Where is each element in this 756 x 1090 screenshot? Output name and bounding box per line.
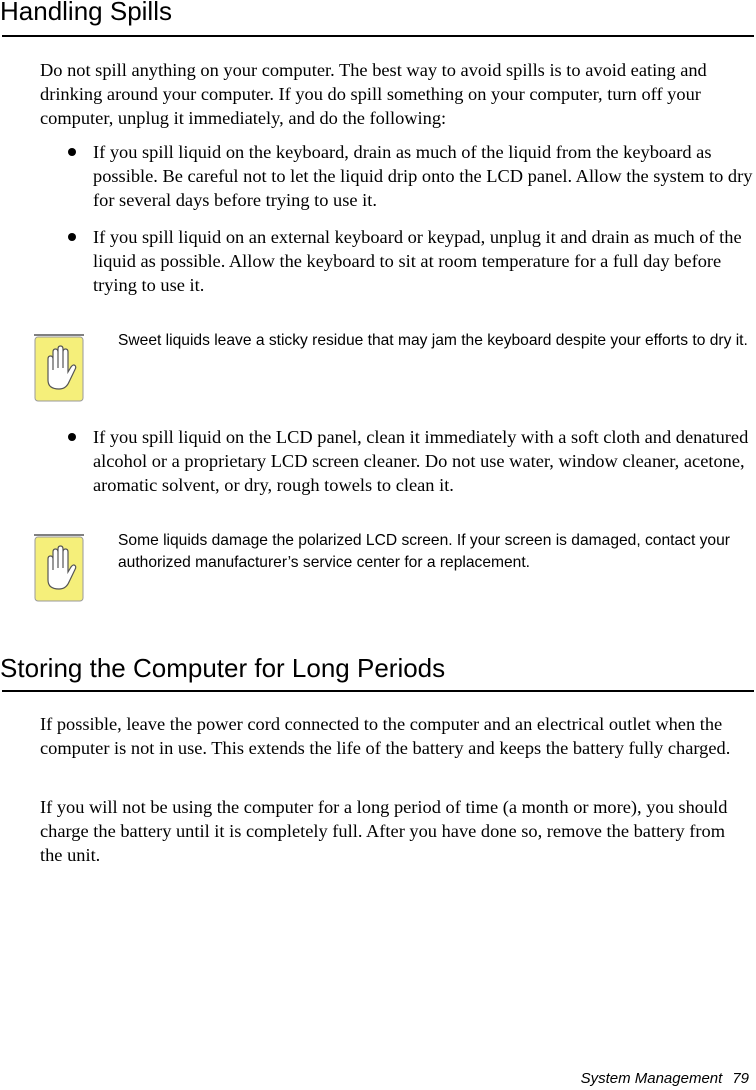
page-footer xyxy=(581,1070,749,1088)
section-title-storing-computer: Storing the Computer for Long Periods xyxy=(0,653,446,683)
paragraph: If possible, leave the power cord connected to the computer and an electrical outlet when the computer is not in use. This extends the life of the battery and keeps the battery fully charged. xyxy=(40,714,731,758)
note-text: Sweet liquids leave a sticky residue that may jam the keyboard despite your efforts to dry it. xyxy=(118,332,748,349)
section-title-handling-spills: Handling Spills xyxy=(0,0,172,26)
list-item-text: If you spill liquid on the LCD panel, clean it immediately with a soft cloth and denatured alcohol or a proprietary LCD screen cleaner. Do not use water, window cleaner, acetone, aromatic solvent, or dry, rough towels to clean it. xyxy=(93,427,749,495)
footer-section-name: System Management xyxy=(580,1070,723,1087)
section-divider xyxy=(2,35,754,37)
bullet-icon xyxy=(68,433,76,441)
bullet-icon xyxy=(68,148,76,156)
stop-hand-icon xyxy=(34,534,84,602)
section-divider xyxy=(2,690,754,692)
intro-paragraph: Do not spill anything on your computer. The best way to avoid spills is to avoid eating and drinking around your computer. If you do spill something on your computer, turn off your computer, unplug it immediately, and do the following: xyxy=(40,60,707,128)
list-item-text: If you spill liquid on the keyboard, drain as much of the liquid from the keyboard as possible. Be careful not to let the liquid drip onto the LCD panel. Allow the system to dry for several days before trying to use it. xyxy=(93,142,753,210)
stop-hand-icon xyxy=(34,334,84,402)
list-item-text: If you spill liquid on an external keyboard or keypad, unplug it and drain as much of the liquid as possible. Allow the keyboard to sit at room temperature for a full day before trying to use it. xyxy=(93,227,742,295)
bullet-icon xyxy=(68,233,76,241)
page-number: 79 xyxy=(732,1070,749,1087)
note-text: Some liquids damage the polarized LCD screen. If your screen is damaged, contact your authorized manufacturer’s service center for a replacement. xyxy=(118,532,730,571)
paragraph: If you will not be using the computer for a long period of time (a month or more), you should charge the battery until it is completely full. After you have done so, remove the battery from the unit. xyxy=(40,797,728,865)
